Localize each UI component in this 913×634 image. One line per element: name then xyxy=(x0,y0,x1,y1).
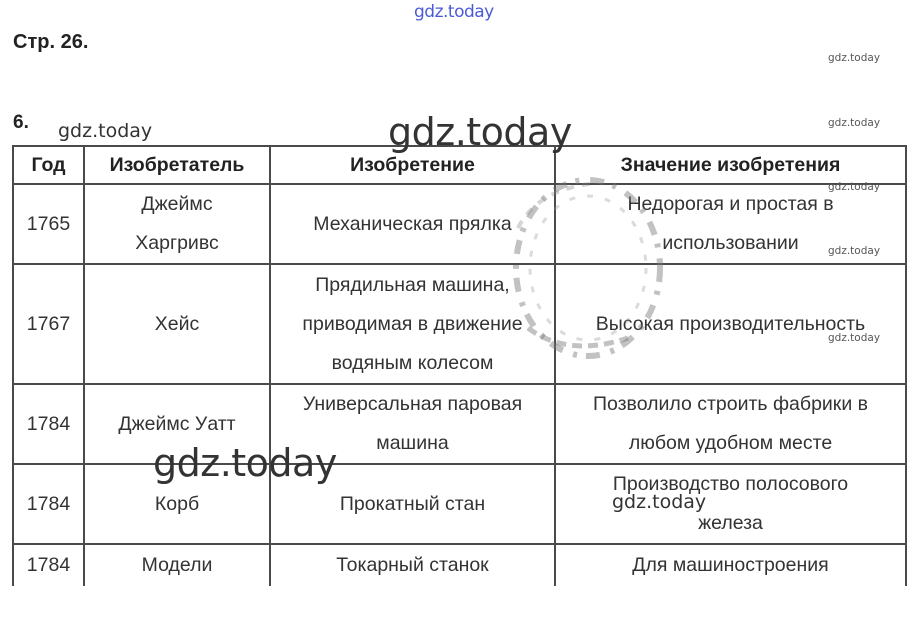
task-number: 6. xyxy=(13,112,29,133)
cell-line: железа xyxy=(698,512,763,534)
cell-line: приводимая в движение xyxy=(302,312,523,335)
table-row xyxy=(13,464,906,544)
cell-significance xyxy=(555,544,906,586)
cell-invention xyxy=(270,544,555,586)
cell-invention xyxy=(270,384,555,464)
cell-line: Механическая прялка xyxy=(313,212,512,235)
cell-year: 1767 xyxy=(13,264,84,384)
cell-line: Позволило строить фабрики в xyxy=(592,393,869,415)
cell-line: Недорогая и простая в xyxy=(627,193,834,215)
cell-line: Хейс xyxy=(154,312,200,335)
cell-line: водяным колесом xyxy=(331,351,494,374)
cell-line: Корб xyxy=(154,492,200,515)
cell-year: 1784 xyxy=(13,464,84,544)
watermark-top: gdz.today xyxy=(414,2,494,22)
cell-line: использовании xyxy=(662,232,799,254)
cell-inventor xyxy=(84,384,270,464)
header-year: Год xyxy=(13,146,84,184)
cell-year: 1765 xyxy=(13,184,84,264)
table-row xyxy=(13,544,906,586)
cell-significance xyxy=(555,464,906,544)
cell-line: любом удобном месте xyxy=(628,432,833,454)
watermark-large: gdz.today xyxy=(388,110,572,154)
cell-significance xyxy=(555,384,906,464)
cell-line: Прядильная машина, xyxy=(315,273,510,296)
header-invention: Изобретение xyxy=(270,146,555,184)
watermark-small: gdz.today xyxy=(828,52,881,64)
watermark-large: gdz.today xyxy=(153,441,337,485)
table-row xyxy=(13,184,906,264)
cell-inventor xyxy=(84,544,270,586)
cell-line: машина xyxy=(376,432,449,454)
cell-invention xyxy=(270,464,555,544)
cell-line: Универсальная паровая xyxy=(302,393,523,415)
cell-inventor xyxy=(84,264,270,384)
inventions-table xyxy=(12,145,907,586)
cell-line: Прокатный стан xyxy=(339,492,486,515)
watermark-small: gdz.today xyxy=(828,332,881,344)
header-inventor: Изобретатель xyxy=(84,146,270,184)
table-row xyxy=(13,384,906,464)
cell-inventor xyxy=(84,464,270,544)
watermark-small: gdz.today xyxy=(828,245,881,257)
cell-line: Джеймс xyxy=(141,193,213,215)
watermark-medium: gdz.today xyxy=(58,120,153,142)
cell-line: Высокая производительность xyxy=(595,312,866,335)
cell-significance xyxy=(555,264,906,384)
cell-line: Харгривс xyxy=(135,232,219,254)
cell-invention xyxy=(270,184,555,264)
cell-line: Джеймс Уатт xyxy=(118,412,236,435)
watermark-small: gdz.today xyxy=(828,117,881,129)
cell-year: 1784 xyxy=(13,384,84,464)
table-row xyxy=(13,264,906,384)
cell-inventor xyxy=(84,184,270,264)
watermark-small: gdz.today xyxy=(828,181,881,193)
cell-line: Модели xyxy=(141,554,213,576)
cell-invention xyxy=(270,264,555,384)
page-heading: Стр. 26. xyxy=(13,31,89,53)
cell-year: 1784 xyxy=(13,544,84,586)
cell-line: Производство полосового xyxy=(612,473,849,495)
cell-significance xyxy=(555,184,906,264)
header-significance: Значение изобретения xyxy=(555,146,906,184)
watermark-medium: gdz.today xyxy=(612,491,707,513)
cell-line: Для машиностроения xyxy=(632,554,829,576)
cell-line: Токарный станок xyxy=(336,554,489,576)
table-header-row xyxy=(13,146,906,184)
